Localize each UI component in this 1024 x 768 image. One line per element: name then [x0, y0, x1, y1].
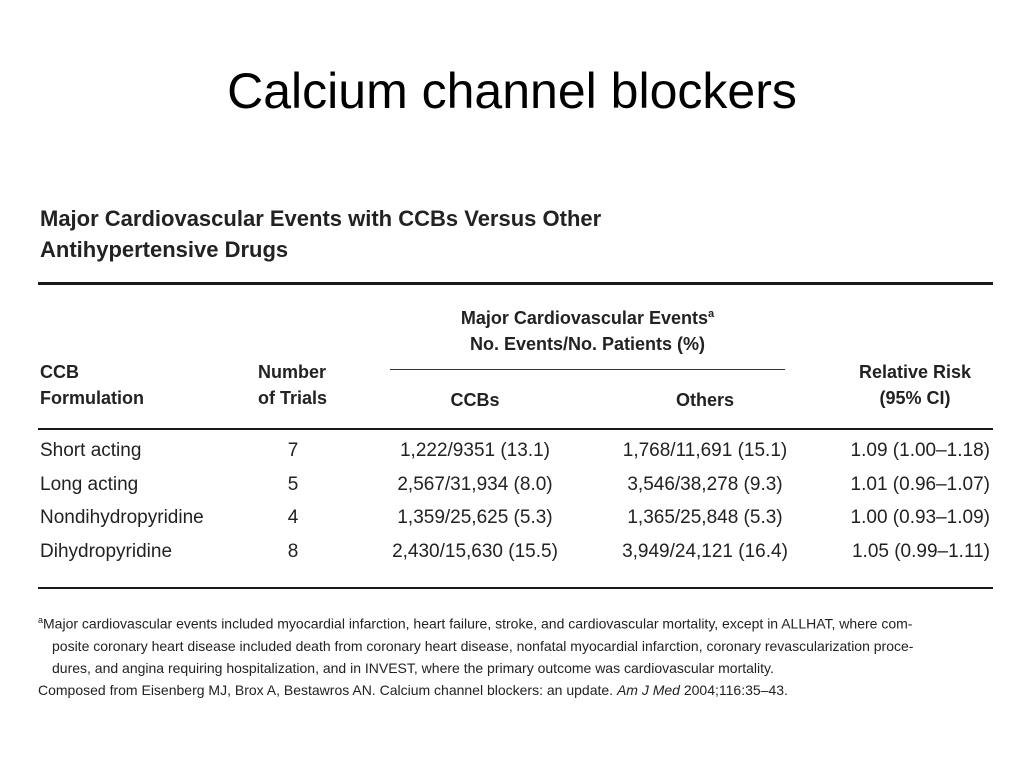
table-figure — [30, 195, 994, 715]
table-row-others: 3,546/38,278 (9.3) — [627, 474, 783, 495]
source-citation — [38, 679, 968, 701]
top-rule — [38, 282, 993, 285]
source-journal: Am J Med — [616, 681, 680, 698]
header-ccb-formulation-line-2: Formulation — [40, 388, 144, 408]
header-group-line-2: No. Events/No. Patients (%) — [469, 334, 706, 354]
table-row-relative-risk: 1.09 (1.00–1.18) — [850, 440, 990, 461]
table-row-ccbs: 2,567/31,934 (8.0) — [397, 474, 553, 495]
table-row-formulation: Short acting — [40, 440, 142, 461]
header-relative-risk-line-2: (95% CI) — [879, 388, 951, 408]
footnote-line-3: dures, and angina requiring hospitalization, and in INVEST, where the primary outcome was cardiovascular mortality. — [52, 659, 774, 676]
table-row-ccbs: 1,359/25,625 (5.3) — [397, 507, 553, 528]
footnote-marker: a — [707, 308, 715, 320]
table-row-relative-risk: 1.05 (0.99–1.11) — [851, 541, 990, 562]
footnote-marker: a — [38, 615, 44, 625]
source-citation-details: 2004;116:35–43. — [683, 681, 788, 698]
header-number-of-trials-line-2: of Trials — [258, 388, 328, 408]
slide-title: Calcium channel blockers — [227, 63, 797, 119]
table-row-trials: 5 — [287, 474, 299, 495]
bottom-rule — [38, 587, 993, 589]
header-group-label: Major Cardiovascular Events — [460, 308, 708, 328]
table-row-formulation: Nondihydropyridine — [40, 507, 204, 528]
table-row-trials: 4 — [287, 507, 299, 528]
table-row-others: 3,949/24,121 (16.4) — [622, 541, 788, 562]
footnote-line-2: posite coronary heart disease included death from coronary heart disease, nonfatal myocardial infarction, coronary revascularization proce- — [52, 637, 914, 654]
source-citation-text: Composed from Eisenberg MJ, Brox A, Bestawros AN. Calcium channel blockers: an update. — [38, 681, 614, 698]
table-row-relative-risk: 1.00 (0.93–1.09) — [850, 507, 990, 528]
footnote-text-1: Major cardiovascular events included myocardial infarction, heart failure, stroke, and cardiovascular mortality, except in ALLHAT, where com- — [43, 615, 913, 632]
header-group-line-1 — [390, 301, 785, 331]
table-row-relative-risk: 1.01 (0.96–1.07) — [850, 474, 990, 495]
table-row-formulation: Long acting — [40, 474, 139, 495]
table-footnote — [38, 609, 968, 701]
header-number-of-trials — [258, 359, 327, 411]
table-row-formulation: Dihydropyridine — [40, 541, 173, 562]
table-title-line-2: Antihypertensive Drugs — [40, 237, 289, 262]
table-row-others: 1,365/25,848 (5.3) — [627, 507, 783, 528]
table-title-line-1: Major Cardiovascular Events with CCBs Versus Other — [40, 206, 602, 231]
header-ccb-formulation — [40, 359, 144, 411]
table-title — [40, 203, 601, 265]
header-ccbs: CCBs — [450, 390, 500, 410]
table-row-trials: 7 — [287, 440, 299, 461]
footnote-line-1 — [38, 609, 968, 635]
header-rule — [38, 428, 993, 430]
table-row-ccbs: 2,430/15,630 (15.5) — [392, 541, 558, 562]
header-number-of-trials-line-1: Number — [258, 362, 327, 382]
header-relative-risk-line-1: Relative Risk — [858, 362, 972, 382]
table-row-trials: 8 — [287, 541, 299, 562]
table-row-others: 1,768/11,691 (15.1) — [622, 440, 788, 461]
header-relative-risk — [830, 359, 1000, 411]
table-row-ccbs: 1,222/9351 (13.1) — [399, 440, 550, 461]
header-major-events-group — [390, 301, 785, 357]
group-subrule — [390, 369, 785, 370]
header-ccb-formulation-line-1: CCB — [40, 362, 79, 382]
header-others: Others — [675, 390, 735, 410]
